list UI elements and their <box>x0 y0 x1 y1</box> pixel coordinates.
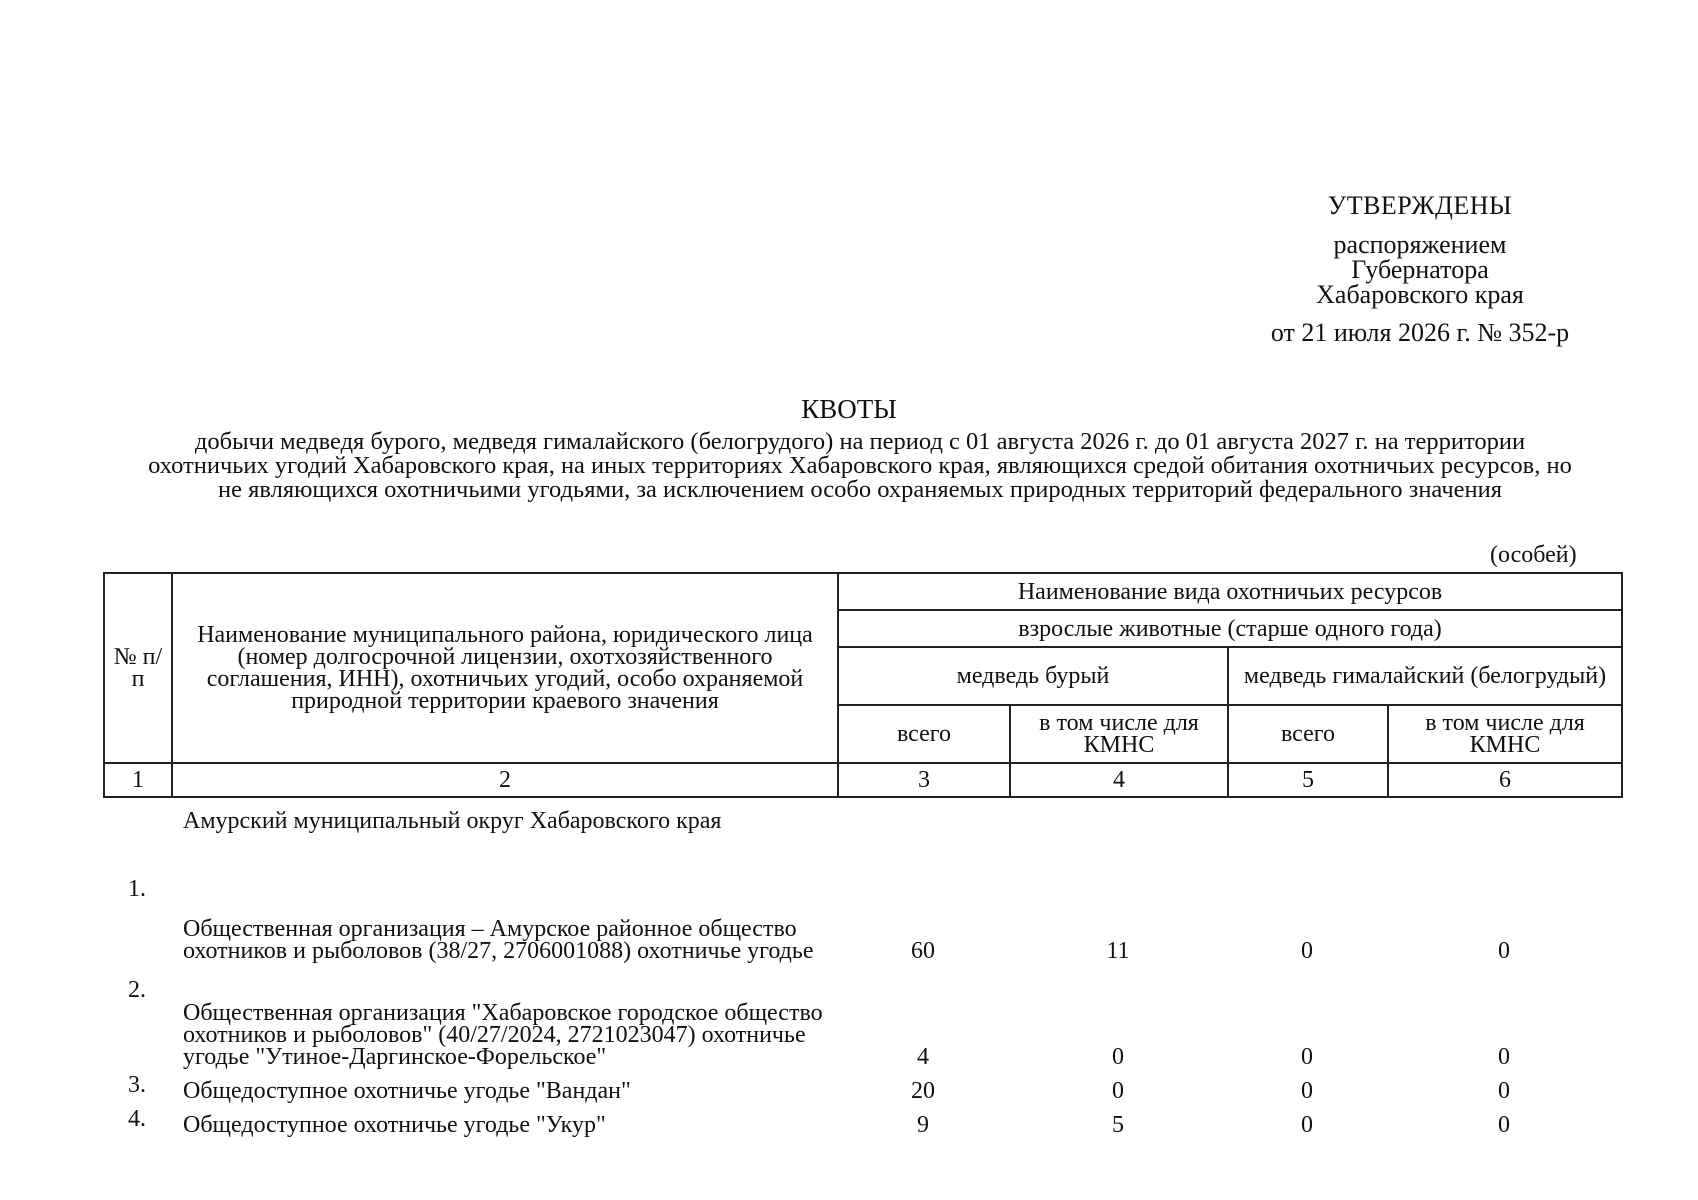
approval-title: УТВЕРЖДЕНЫ <box>1327 191 1513 220</box>
header-himalayan-bear: медведь гималайский (белогрудый) <box>1228 647 1622 705</box>
unit-label: (особей) <box>1490 542 1577 568</box>
table-row <box>103 1102 1621 1136</box>
table-row <box>103 1068 1621 1102</box>
header-brown-bear: медведь бурый <box>838 647 1228 705</box>
quota-table-body <box>103 810 1621 1136</box>
district-name: Амурский муниципальный округ Хабаровского края <box>183 808 722 834</box>
brown-total-value: 4 <box>917 1044 929 1070</box>
header-resource: Наименование вида охотничьих ресурсов <box>838 573 1622 610</box>
him-kmns-value: 0 <box>1498 938 1510 964</box>
approval-line-2: Губернатора <box>1351 255 1489 284</box>
him-total-value: 0 <box>1301 1078 1313 1104</box>
him-total-value: 0 <box>1301 1044 1313 1070</box>
col-number-6: 6 <box>1388 763 1622 797</box>
document-subtitle: добычи медведя бурого, медведя гималайского (белогрудого) на период с 01 августа 2026 г. до 01 августа 2027 г. на территории охотничьих угодий Хабаровского края, на иных территориях Хабаровского края, являющихся средой обитания охотничьих ресурсов, но не являющихся охотничьими угодьями, за исключением особо охраняемых природных территорий федерального значения <box>148 428 1572 503</box>
row-num: 2. <box>128 977 146 1003</box>
header-brown-total: всего <box>838 705 1010 763</box>
brown-total-value: 9 <box>917 1112 929 1138</box>
table-row <box>103 962 1621 1068</box>
him-kmns-value: 0 <box>1498 1044 1510 1070</box>
row-num: 1. <box>128 876 146 902</box>
header-name: Наименование муниципального района, юридического лица (номер долгосрочной лицензии, охотхозяйственного соглашения, ИНН), охотничьих угодий, особо охраняемой природной территории краевого значения <box>172 573 838 763</box>
header-adults: взрослые животные (старше одного года) <box>838 610 1622 647</box>
approval-line-3: Хабаровского края <box>1316 280 1524 309</box>
col-number-1: 1 <box>104 763 172 797</box>
col-number-3: 3 <box>838 763 1010 797</box>
row-name: Общественная организация "Хабаровское городское общество охотников и рыболовов" (40/27/2024, 2721023047) охотничье угодье "Утиное-Даргинское-Форельское" <box>183 1000 823 1070</box>
col-number-4: 4 <box>1010 763 1228 797</box>
table-row <box>103 866 1621 962</box>
row-name: Общедоступное охотничье угодье "Вандан" <box>183 1078 631 1104</box>
brown-kmns-value: 0 <box>1112 1044 1124 1070</box>
header-brown-kmns: в том числе для КМНС <box>1010 705 1228 763</box>
quota-table-header <box>103 572 1623 798</box>
him-kmns-value: 0 <box>1498 1078 1510 1104</box>
brown-kmns-value: 0 <box>1112 1078 1124 1104</box>
document-title: КВОТЫ <box>801 394 897 424</box>
row-num: 4. <box>128 1106 146 1132</box>
approval-date: от 21 июля 2026 г. № 352-р <box>1270 318 1570 347</box>
him-total-value: 0 <box>1301 1112 1313 1138</box>
header-num: № п/п <box>104 573 172 763</box>
brown-kmns-value: 11 <box>1106 938 1130 964</box>
col-number-5: 5 <box>1228 763 1388 797</box>
row-name: Общедоступное охотничье угодье "Укур" <box>183 1112 606 1138</box>
brown-kmns-value: 5 <box>1112 1112 1124 1138</box>
brown-total-value: 60 <box>911 938 935 964</box>
header-him-kmns: в том числе для КМНС <box>1388 705 1622 763</box>
row-num: 3. <box>128 1072 146 1098</box>
brown-total-value: 20 <box>911 1078 935 1104</box>
row-name: Общественная организация – Амурское районное общество охотников и рыболовов (38/27, 2706001088) охотничье угодье <box>183 916 814 964</box>
him-total-value: 0 <box>1301 938 1313 964</box>
header-him-total: всего <box>1228 705 1388 763</box>
him-kmns-value: 0 <box>1498 1112 1510 1138</box>
approval-stamp <box>1230 193 1610 345</box>
col-number-2: 2 <box>172 763 838 797</box>
approval-line-1: распоряжением <box>1333 230 1507 259</box>
